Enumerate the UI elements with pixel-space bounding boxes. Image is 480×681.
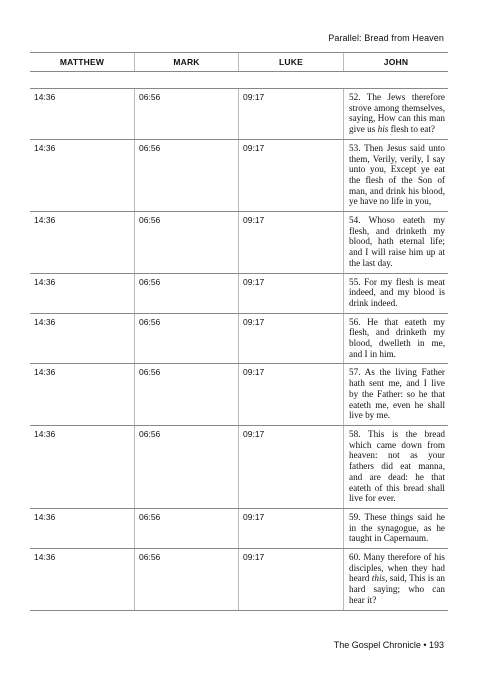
cell-mark: 06:56 xyxy=(134,426,238,508)
cell-john: 58. This is the bread which came down from heaven: not as your fathers did eat manna, and are dead: he that eateth of this bread shall live for ever. xyxy=(343,426,448,508)
cell-matthew: 14:36 xyxy=(34,511,56,522)
cell-mark: 06:56 xyxy=(134,274,238,313)
cell-luke: 09:17 xyxy=(238,549,343,610)
cell-mark: 06:56 xyxy=(134,140,238,211)
parallel-table xyxy=(30,52,448,611)
table-row xyxy=(30,426,448,509)
cell-matthew: 14:36 xyxy=(34,552,56,563)
cell-john: 60. Many therefore of his disciples, when they had heard this, said, This is an hard saying; who can hear it? xyxy=(343,549,448,610)
header-mark: MARK xyxy=(134,53,238,71)
cell-luke: 09:17 xyxy=(238,509,343,548)
cell-matthew: 14:36 xyxy=(34,428,56,439)
cell-john: 52. The Jews therefore strove among themselves, saying, How can this man give us his flesh to eat? xyxy=(343,89,448,139)
cell-mark: 06:56 xyxy=(134,314,238,364)
cell-luke: 09:17 xyxy=(238,140,343,211)
cell-mark: 06:56 xyxy=(134,509,238,548)
table-row xyxy=(30,364,448,426)
cell-luke: 09:17 xyxy=(238,89,343,139)
cell-john: 57. As the living Father hath sent me, and I live by the Father: so he that eateth me, even he shall live by me. xyxy=(343,364,448,425)
header-luke: LUKE xyxy=(238,53,343,71)
cell-luke: 09:17 xyxy=(238,364,343,425)
header-matthew: MATTHEW xyxy=(59,57,105,67)
cell-matthew: 14:36 xyxy=(34,215,56,226)
page-footer: The Gospel Chronicle • 193 xyxy=(333,640,444,650)
running-head: Parallel: Bread from Heaven xyxy=(328,33,444,43)
cell-matthew: 14:36 xyxy=(34,142,56,153)
cell-john: 53. Then Jesus said unto them, Verily, verily, I say unto you, Except ye eat the flesh of the Son of man, and drink his blood, ye have no life in you, xyxy=(343,140,448,211)
cell-matthew: 14:36 xyxy=(34,92,56,102)
header-spacer xyxy=(30,72,448,89)
cell-john: 54. Whoso eateth my flesh, and drinketh my blood, hath eternal life; and I will raise him up at the last day. xyxy=(343,212,448,273)
cell-mark: 06:56 xyxy=(134,549,238,610)
cell-matthew: 14:36 xyxy=(34,316,56,327)
cell-mark: 06:56 xyxy=(134,89,238,139)
table-row xyxy=(30,140,448,212)
table-row xyxy=(30,549,448,611)
cell-john: 56. He that eateth my flesh, and drinketh my blood, dwelleth in me, and I in him. xyxy=(343,314,448,364)
cell-john: 55. For my flesh is meat indeed, and my blood is drink indeed. xyxy=(343,274,448,313)
cell-mark: 06:56 xyxy=(134,364,238,425)
cell-john: 59. These things said he in the synagogue, as he taught in Capernaum. xyxy=(343,509,448,548)
table-row xyxy=(30,274,448,314)
table-row xyxy=(30,509,448,549)
table-header xyxy=(30,52,448,72)
table-row xyxy=(30,89,448,140)
table-row xyxy=(30,314,448,365)
cell-luke: 09:17 xyxy=(238,314,343,364)
cell-luke: 09:17 xyxy=(238,426,343,508)
cell-matthew: 14:36 xyxy=(34,367,56,378)
table-row xyxy=(30,212,448,274)
cell-mark: 06:56 xyxy=(134,212,238,273)
cell-matthew: 14:36 xyxy=(34,276,56,287)
cell-luke: 09:17 xyxy=(238,212,343,273)
cell-luke: 09:17 xyxy=(238,274,343,313)
header-john: JOHN xyxy=(343,53,448,71)
